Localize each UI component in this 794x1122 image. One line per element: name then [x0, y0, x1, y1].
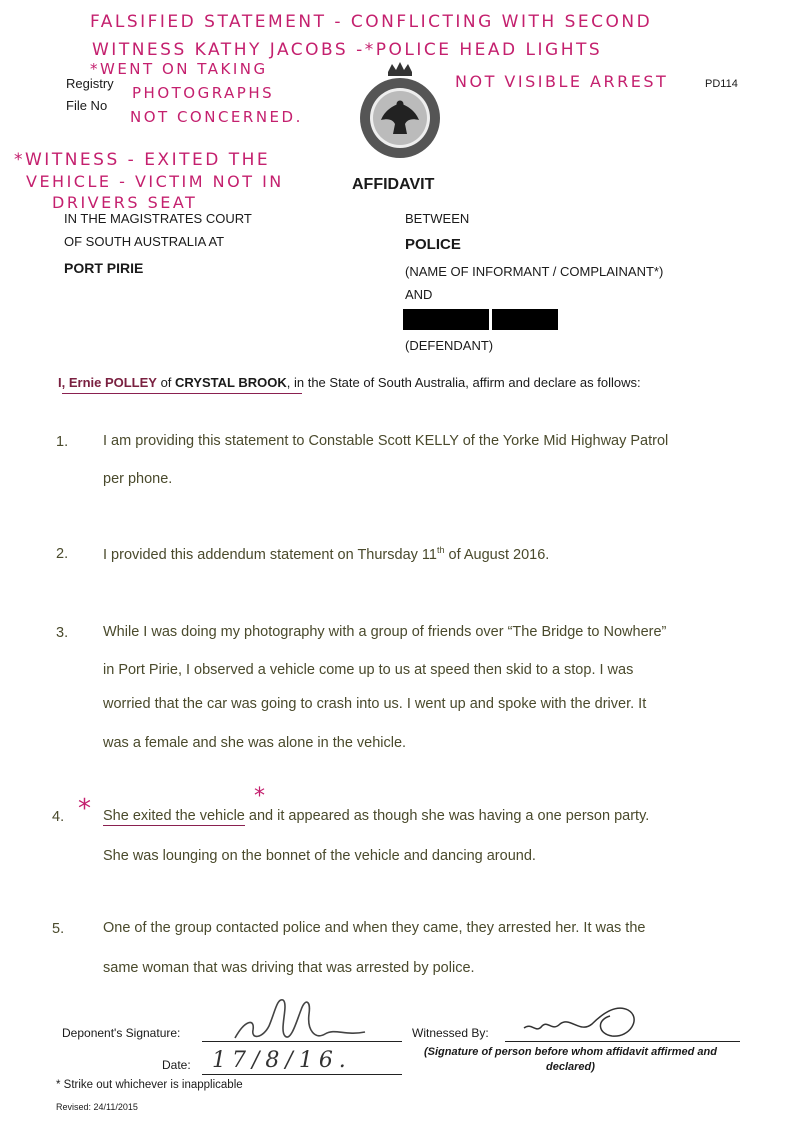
- handwritten-note-top-3: NOT VISIBLE ARREST: [455, 72, 669, 91]
- file-no-label: File No: [66, 98, 108, 113]
- handwritten-note-left-3: NOT CONCERNED.: [130, 108, 303, 126]
- paragraph-4-line-1: [103, 809, 649, 824]
- intro-underline: [62, 393, 302, 394]
- paragraph-1-line-1: I am providing this statement to Constable Scott KELLY of the Yorke Mid Highway Patrol: [103, 433, 669, 449]
- revised-date: Revised: 24/11/2015: [56, 1102, 138, 1112]
- redacted-defendant-name-part1: [403, 309, 489, 330]
- paragraph-2-number: 2.: [56, 546, 69, 562]
- handwritten-note-top-2: WITNESS KATHY JACOBS -*POLICE HEAD LIGHTS: [92, 40, 603, 60]
- affidavit-title: AFFIDAVIT: [352, 176, 435, 193]
- registry-label: Registry: [66, 76, 114, 91]
- defendant-label: (DEFENDANT): [405, 338, 494, 353]
- court-line-2: OF SOUTH AUSTRALIA AT: [64, 234, 225, 249]
- paragraph-3-line-4: was a female and she was alone in the vehicle.: [103, 735, 407, 751]
- handwritten-note-left-2: PHOTOGRAPHS: [132, 84, 275, 102]
- intro-rest: , in the State of South Australia, affirm and declare as follows:: [286, 375, 641, 390]
- witness-note-line-1: (Signature of person before whom affidavit affirmed and: [424, 1046, 717, 1058]
- paragraph-3-line-1: While I was doing my photography with a group of friends over “The Bridge to Nowhere”: [103, 624, 667, 640]
- witness-signature-icon: [520, 994, 650, 1050]
- paragraph-4-star-mark-2: *: [254, 784, 268, 809]
- paragraph-3-line-2: in Port Pirie, I observed a vehicle come up to us at speed then skid to a stop. I was: [103, 662, 634, 678]
- intro-statement: [58, 375, 641, 390]
- between-label: BETWEEN: [405, 211, 470, 226]
- paragraph-3-line-3: worried that the car was going to crash into us. I went up and spoke with the driver. It: [103, 696, 647, 712]
- redacted-defendant-name-part2: [492, 309, 558, 330]
- date-label: Date:: [162, 1058, 191, 1072]
- paragraph-4-star-mark: *: [78, 794, 94, 824]
- paragraph-2-text-end: of August 2016.: [444, 546, 550, 563]
- south-australia-seal-icon: [355, 58, 445, 158]
- handwritten-note-mid-2: VEHICLE - VICTIM NOT IN: [26, 172, 284, 191]
- deponent-signature-icon: [225, 990, 375, 1050]
- paragraph-5-line-1: One of the group contacted police and when they came, they arrested her. It was the: [103, 920, 646, 936]
- paragraph-2: [103, 546, 549, 562]
- deponent-name: I, Ernie POLLEY: [58, 375, 157, 390]
- intro-of: of: [156, 375, 176, 390]
- witnessed-by-label: Witnessed By:: [412, 1026, 489, 1040]
- date-line: [202, 1074, 402, 1075]
- paragraph-3-number: 3.: [56, 625, 69, 641]
- paragraph-5-number: 5.: [52, 921, 65, 937]
- handwritten-note-top-1: FALSIFIED STATEMENT - CONFLICTING WITH SECOND: [90, 12, 653, 32]
- court-line-1: IN THE MAGISTRATES COURT: [64, 211, 252, 226]
- handwritten-note-left-1: *WENT ON TAKING: [90, 60, 268, 78]
- deponent-town: CRYSTAL BROOK: [175, 375, 287, 390]
- paragraph-4-line-2: She was lounging on the bonnet of the vehicle and dancing around.: [103, 848, 536, 864]
- handwritten-date: 17/8/16.: [212, 1048, 352, 1073]
- form-code: PD114: [705, 78, 738, 90]
- paragraph-4-text: and it appeared as though she was having a one person party.: [244, 808, 650, 824]
- paragraph-2-superscript: th: [436, 545, 445, 555]
- paragraph-2-text: I provided this addendum statement on Thursday 11: [103, 546, 437, 563]
- deponent-signature-label: Deponent's Signature:: [62, 1026, 181, 1040]
- paragraph-1-line-2: per phone.: [103, 471, 173, 487]
- court-location: PORT PIRIE: [64, 260, 144, 276]
- informant-name: POLICE: [405, 236, 461, 253]
- handwritten-note-mid-1: *WITNESS - EXITED THE: [14, 150, 271, 170]
- informant-label: (NAME OF INFORMANT / COMPLAINANT*): [405, 264, 664, 279]
- witness-note-line-2: declared): [546, 1061, 595, 1073]
- handwritten-note-mid-3: DRIVERS SEAT: [52, 193, 198, 212]
- and-label: AND: [405, 287, 433, 302]
- paragraph-5-line-2: same woman that was driving that was arrested by police.: [103, 960, 475, 976]
- strike-out-note: * Strike out whichever is inapplicable: [56, 1079, 243, 1091]
- paragraph-4-number: 4.: [52, 809, 65, 825]
- paragraph-4-underlined-text: She exited the vehicle: [103, 808, 245, 824]
- paragraph-1-number: 1.: [56, 434, 69, 450]
